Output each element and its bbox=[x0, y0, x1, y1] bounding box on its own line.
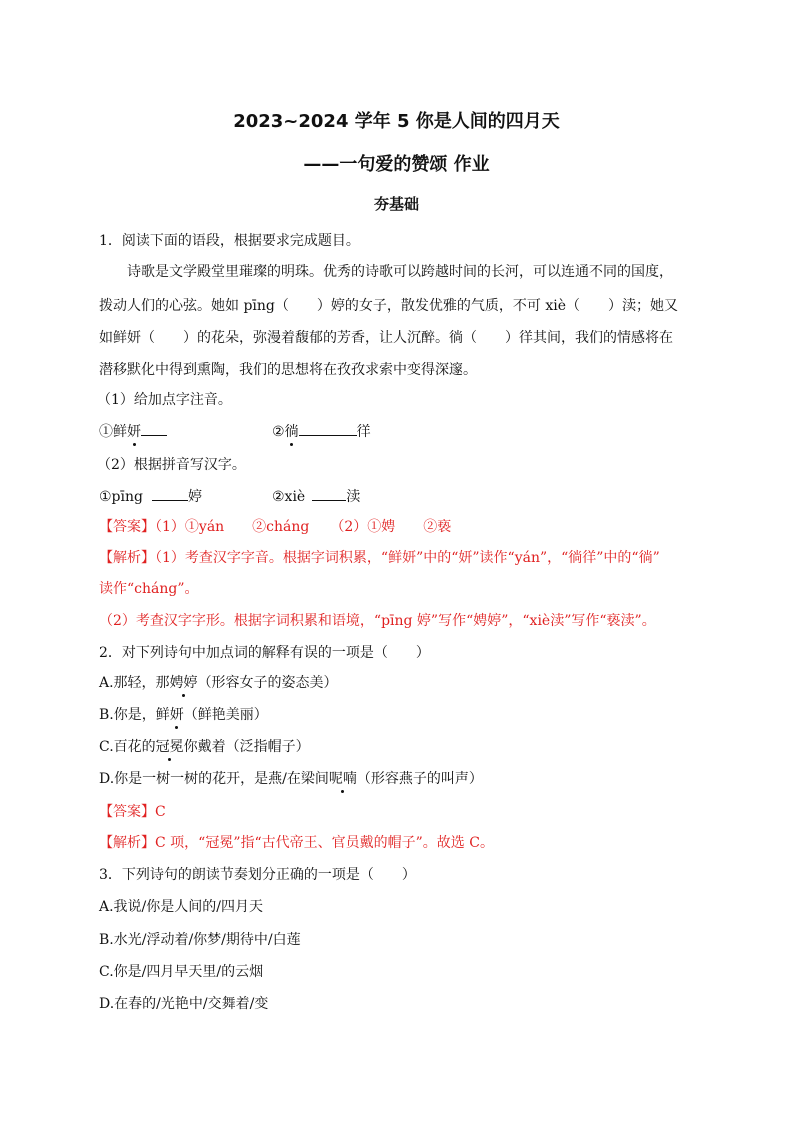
document-subtitle: ——一句爱的赞颂 作业 bbox=[303, 154, 490, 175]
item-text: ② bbox=[272, 424, 285, 440]
q1-sub2-item-b bbox=[272, 486, 360, 507]
option-text: 你戴着（泛指帽子） bbox=[183, 739, 310, 755]
q2-stem: 2．对下列诗句中加点词的解释有误的一项是（ ） bbox=[99, 645, 430, 661]
option-text: A.那轻，那 bbox=[99, 675, 170, 691]
q2-option-c bbox=[99, 737, 310, 757]
q1-sub1-prompt: （1）给加点字注音。 bbox=[97, 392, 232, 408]
document-title: 2023~2024 学年 5 你是人间的四月天 bbox=[233, 111, 560, 132]
option-text: （形容女子的姿态美） bbox=[197, 675, 338, 691]
option-text: B.你是，鲜 bbox=[99, 707, 170, 723]
q1-analysis-line-3: （2）考查汉字字形。根据字词积累和语境，“pīng 婷”写作“娉婷”，“xiè渎”写作“亵渎”。 bbox=[99, 613, 656, 629]
q1-answer: 【答案】（1）①yán ②cháng （2）①娉 ②亵 bbox=[99, 519, 452, 535]
q2-option-b bbox=[99, 705, 268, 725]
item-text: 婷 bbox=[187, 489, 202, 505]
dotted-char: 妍 bbox=[127, 424, 141, 440]
q1-sub2-item-a bbox=[99, 486, 202, 507]
answer-blank[interactable] bbox=[152, 486, 188, 501]
answer-blank[interactable] bbox=[299, 421, 357, 436]
dotted-word: 娉婷 bbox=[169, 675, 198, 691]
q1-analysis-line-2: 读作“cháng”。 bbox=[99, 581, 199, 597]
dotted-char: 徜 bbox=[284, 424, 299, 440]
answer-blank[interactable] bbox=[312, 486, 346, 501]
option-text: D.你是一树一树的花开，是燕/在梁间 bbox=[99, 771, 329, 787]
q2-analysis: 【解析】C 项，“冠冕”指“古代帝王、官员戴的帽子”。故选 C。 bbox=[99, 835, 494, 851]
dotted-word: 妍 bbox=[169, 707, 184, 723]
q1-passage-line-4: 潜移默化中得到熏陶，我们的思想将在孜孜求索中变得深邃。 bbox=[99, 362, 477, 378]
q3-option-b: B.水光/浮动着/你梦/期待中/白莲 bbox=[99, 932, 301, 948]
section-heading: 夯基础 bbox=[373, 195, 419, 213]
q1-analysis-line-1: 【解析】（1）考查汉字字音。根据字词积累，“鲜妍”中的“妍”读作“yán”，“徜徉”中的“徜” bbox=[99, 550, 660, 566]
q2-option-a bbox=[99, 673, 338, 693]
q1-passage-line-2: 拨动人们的心弦。她如 pīng（ ）婷的女子，散发优雅的气质，不可 xiè（ ）渎；她又 bbox=[99, 298, 678, 314]
q1-passage-line-1: 诗歌是文学殿堂里璀璨的明珠。优秀的诗歌可以跨越时间的长河，可以连通不同的国度， bbox=[127, 264, 673, 280]
item-text: 渎 bbox=[346, 489, 361, 505]
q3-stem: 3．下列诗句的朗读节奏划分正确的一项是（ ） bbox=[99, 867, 416, 883]
q1-passage-line-3: 如鲜妍（ ）的花朵，弥漫着馥郁的芳香，让人沉醉。徜（ ）徉其间，我们的情感将在 bbox=[99, 330, 673, 346]
q1-sub1-item-a bbox=[99, 421, 167, 442]
item-text: 徉 bbox=[356, 424, 371, 440]
q1-stem: 1．阅读下面的语段，根据要求完成题目。 bbox=[99, 233, 360, 249]
q3-option-a: A.我说/你是人间的/四月天 bbox=[99, 899, 263, 915]
q2-option-d bbox=[99, 769, 483, 789]
option-text: （形容燕子的叫声） bbox=[356, 771, 483, 787]
dotted-word: 呢喃 bbox=[328, 771, 357, 787]
item-text: ②xiè bbox=[272, 489, 306, 505]
option-text: （鲜艳美丽） bbox=[183, 707, 268, 723]
q1-sub1-item-b bbox=[272, 421, 371, 442]
item-text: ①鲜 bbox=[99, 424, 127, 440]
q3-option-d: D.在春的/光艳中/交舞着/变 bbox=[99, 996, 269, 1012]
answer-blank[interactable] bbox=[141, 421, 167, 436]
q2-answer: 【答案】C bbox=[99, 804, 166, 820]
q1-sub2-prompt: （2）根据拼音写汉字。 bbox=[97, 457, 246, 473]
option-text: C.百花的 bbox=[99, 739, 156, 755]
dotted-word: 冠冕 bbox=[155, 739, 184, 755]
q3-option-c: C.你是/四月早天里/的云烟 bbox=[99, 964, 264, 980]
item-text: ①pīng bbox=[99, 489, 143, 505]
